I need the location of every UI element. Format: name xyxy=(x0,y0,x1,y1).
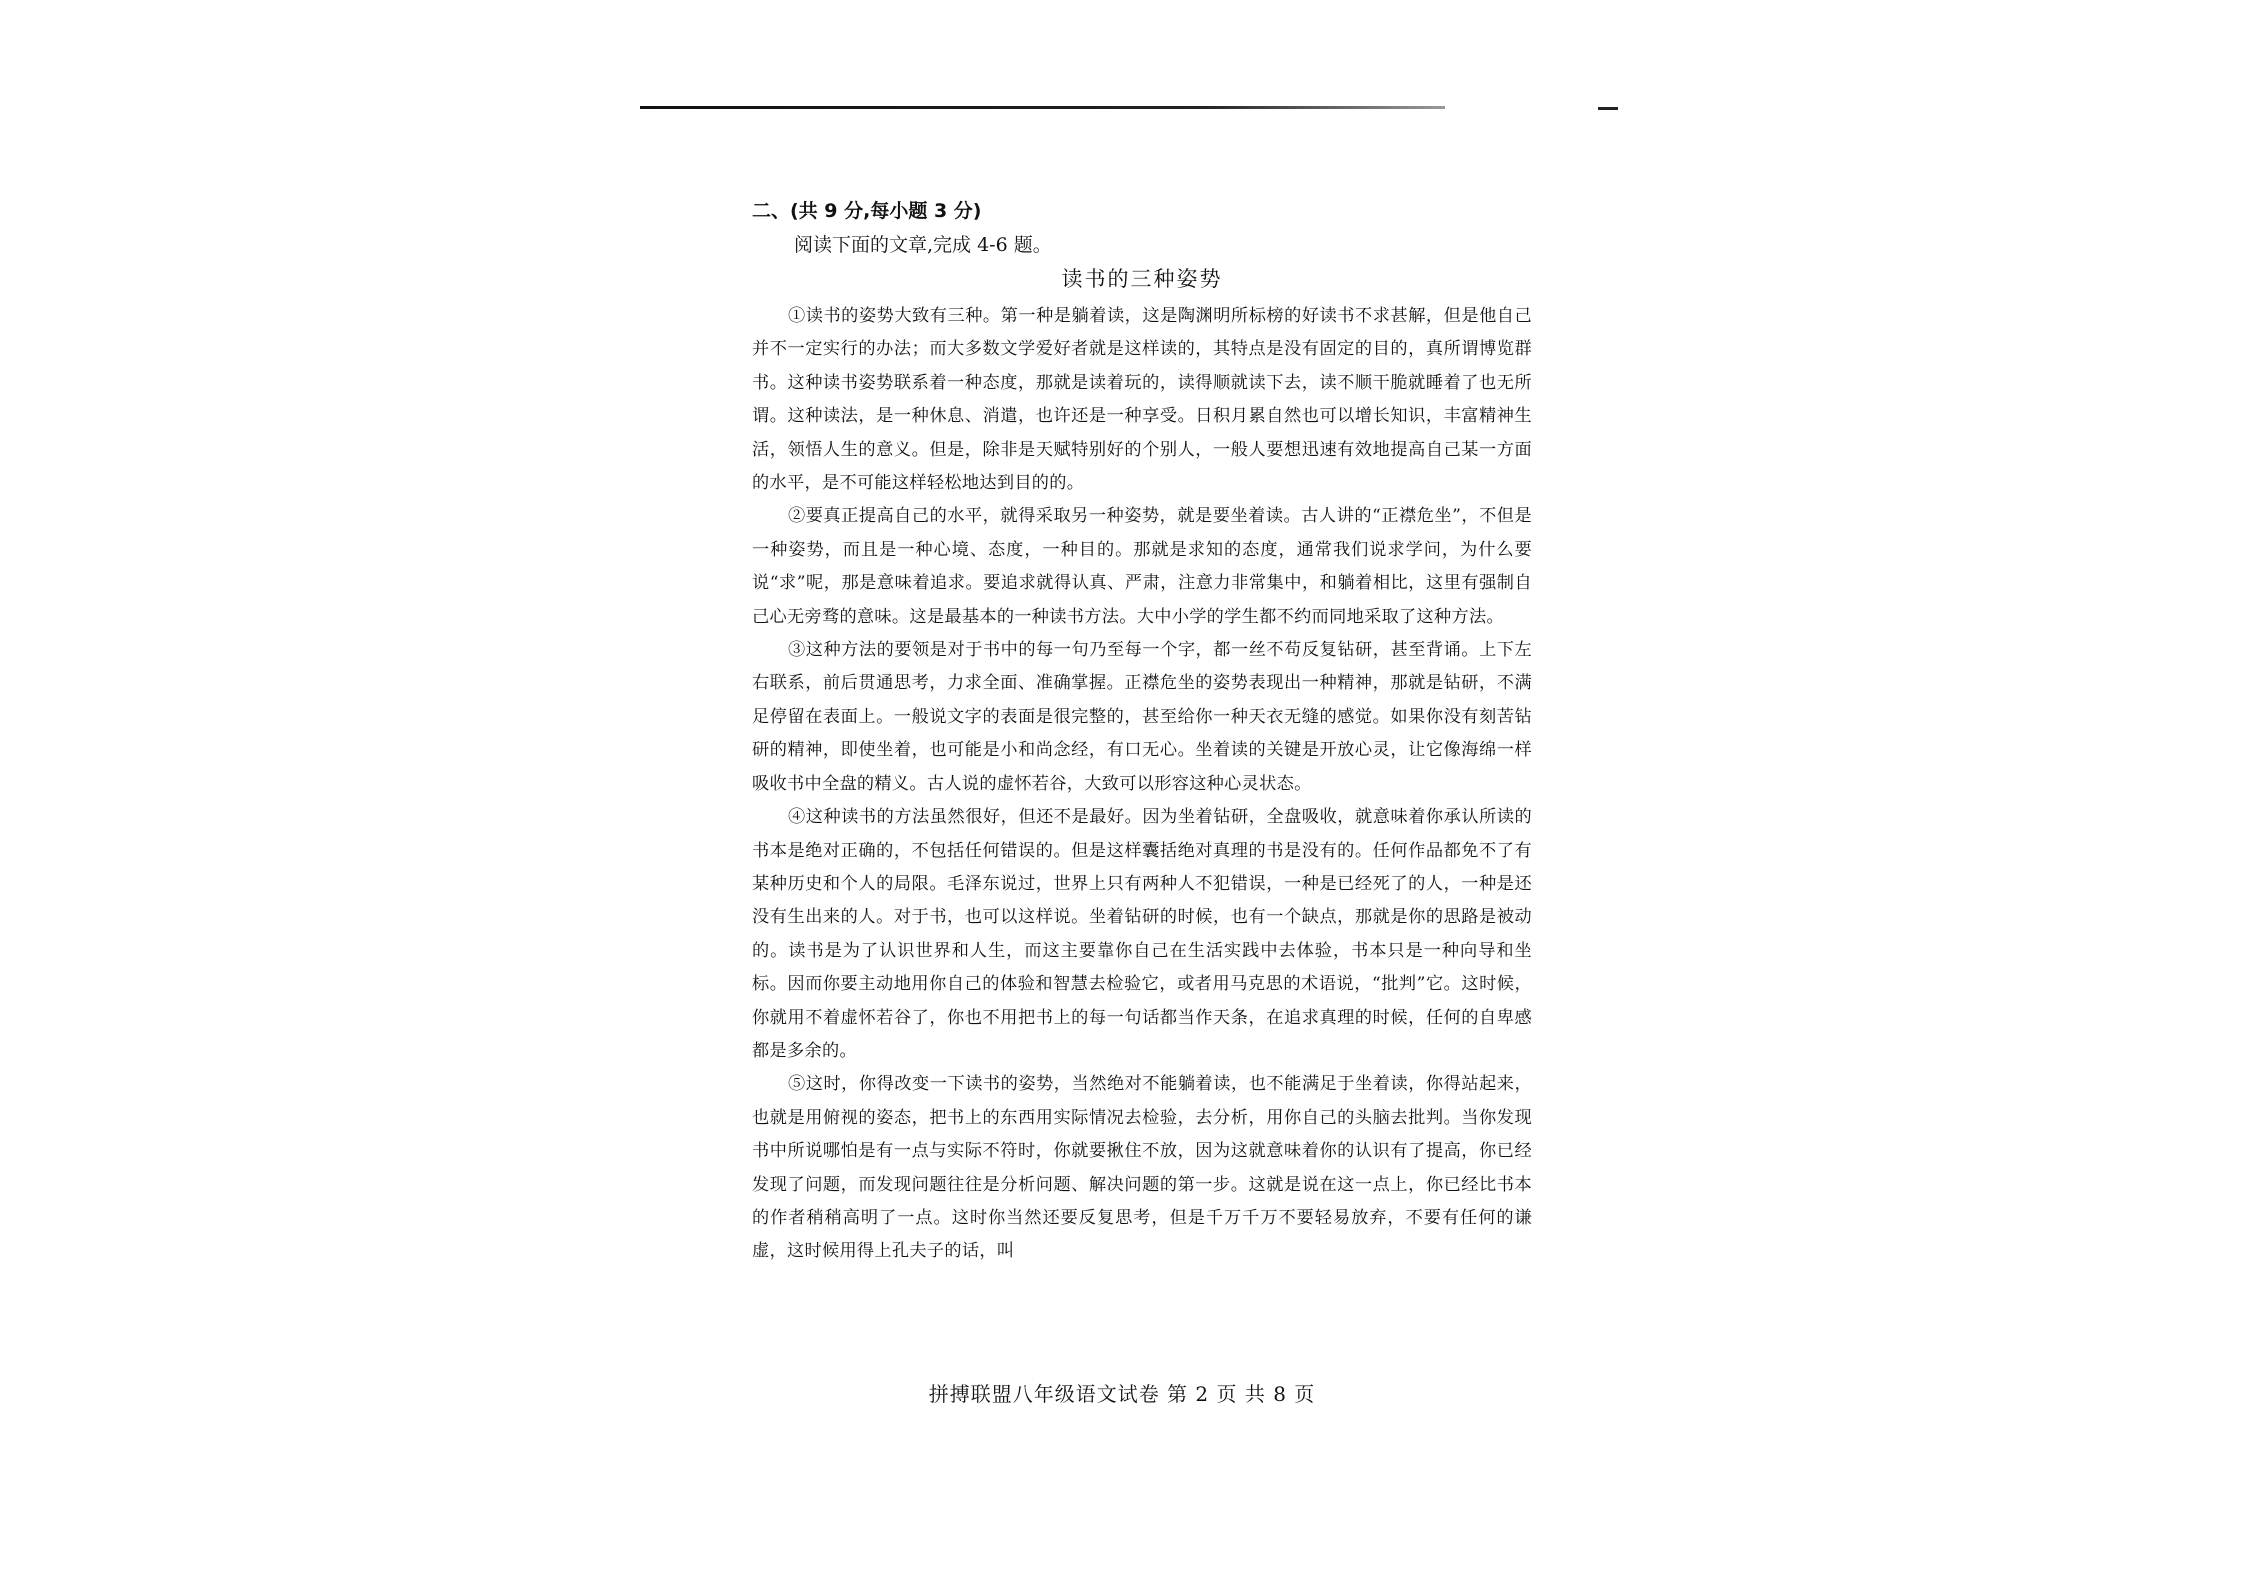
paragraph-2: ②要真正提高自己的水平，就得采取另一种姿势，就是要坐着读。古人讲的“正襟危坐”，不但是一种姿势，而且是一种心境、态度，一种目的。那就是求知的态度，通常我们说求学问，为什么要说“求”呢，那是意味着追求。要追求就得认真、严肃，注意力非常集中，和躺着相比，这里有强制自己心无旁骛的意味。这是最基本的一种读书方法。大中小学的学生都不约而同地采取了这种方法。 xyxy=(752,506,1532,627)
section-heading: 二、(共 9 分,每小题 3 分) xyxy=(752,200,982,222)
paragraph-4: ④这种读书的方法虽然很好，但还不是最好。因为坐着钻研，全盘吸收，就意味着你承认所读的书本是绝对正确的，不包括任何错误的。但是这样囊括绝对真理的书是没有的。任何作品都免不了有某种历史和个人的局限。毛泽东说过，世界上只有两种人不犯错误，一种是已经死了的人，一种是还没有生出来的人。对于书，也可以这样说。坐着钻研的时候，也有一个缺点，那就是你的思路是被动的。读书是为了认识世界和人生，而这主要靠你自己在生活实践中去体验，书本只是一种向导和坐标。因而你要主动地用你自己的体验和智慧去检验它，或者用马克思的术语说，“批判”它。这时候，你就用不着虚怀若谷了，你也不用把书上的每一句话都当作天条，在追求真理的时候，任何的自卑感都是多余的。 xyxy=(752,807,1532,1061)
paragraph-3: ③这种方法的要领是对于书中的每一句乃至每一个字，都一丝不苟反复钻研，甚至背诵。上下左右联系，前后贯通思考，力求全面、准确掌握。正襟危坐的姿势表现出一种精神，那就是钻研，不满足停留在表面上。一般说文字的表面是很完整的，甚至给你一种天衣无缝的感觉。如果你没有刻苦钻研的精神，即使坐着，也可能是小和尚念经，有口无心。坐着读的关键是开放心灵，让它像海绵一样吸收书中全盘的精义。古人说的虚怀若谷，大致可以形容这种心灵状态。 xyxy=(752,640,1532,794)
article-title: 读书的三种姿势 xyxy=(1061,267,1223,291)
paragraph-5: ⑤这时，你得改变一下读书的姿势，当然绝对不能躺着读，也不能满足于坐着读，你得站起来，也就是用俯视的姿态，把书上的东西用实际情况去检验，去分析，用你自己的头脑去批判。当你发现书中所说哪怕是有一点与实际不符时，你就要揪住不放，因为这就意味着你的认识有了提高，你已经发现了问题，而发现问题往往是分析问题、解决问题的第一步。这就是说在这一点上，你已经比书本的作者稍稍高明了一点。这时你当然还要反复思考，但是千万千万不要轻易放弃，不要有任何的谦虚，这时候用得上孔夫子的话，叫 xyxy=(752,1074,1532,1262)
top-rule xyxy=(640,106,1445,109)
exam-content xyxy=(752,196,1532,1269)
page-footer: 拼搏联盟八年级语文试卷 第 2 页 共 8 页 xyxy=(928,1382,1316,1406)
reading-instruction: 阅读下面的文章,完成 4-6 题。 xyxy=(794,234,1052,256)
paragraph-1: ①读书的姿势大致有三种。第一种是躺着读，这是陶渊明所标榜的好读书不求甚解，但是他自己并不一定实行的办法；而大多数文学爱好者就是这样读的，其特点是没有固定的目的，真所谓博览群书。这种读书姿势联系着一种态度，那就是读着玩的，读得顺就读下去，读不顺干脆就睡着了也无所谓。这种读法，是一种休息、消遣，也许还是一种享受。日积月累自然也可以增长知识，丰富精神生活，领悟人生的意义。但是，除非是天赋特别好的个别人，一般人要想迅速有效地提高自己某一方面的水平，是不可能这样轻松地达到目的的。 xyxy=(752,306,1532,494)
top-mark xyxy=(1598,107,1618,110)
